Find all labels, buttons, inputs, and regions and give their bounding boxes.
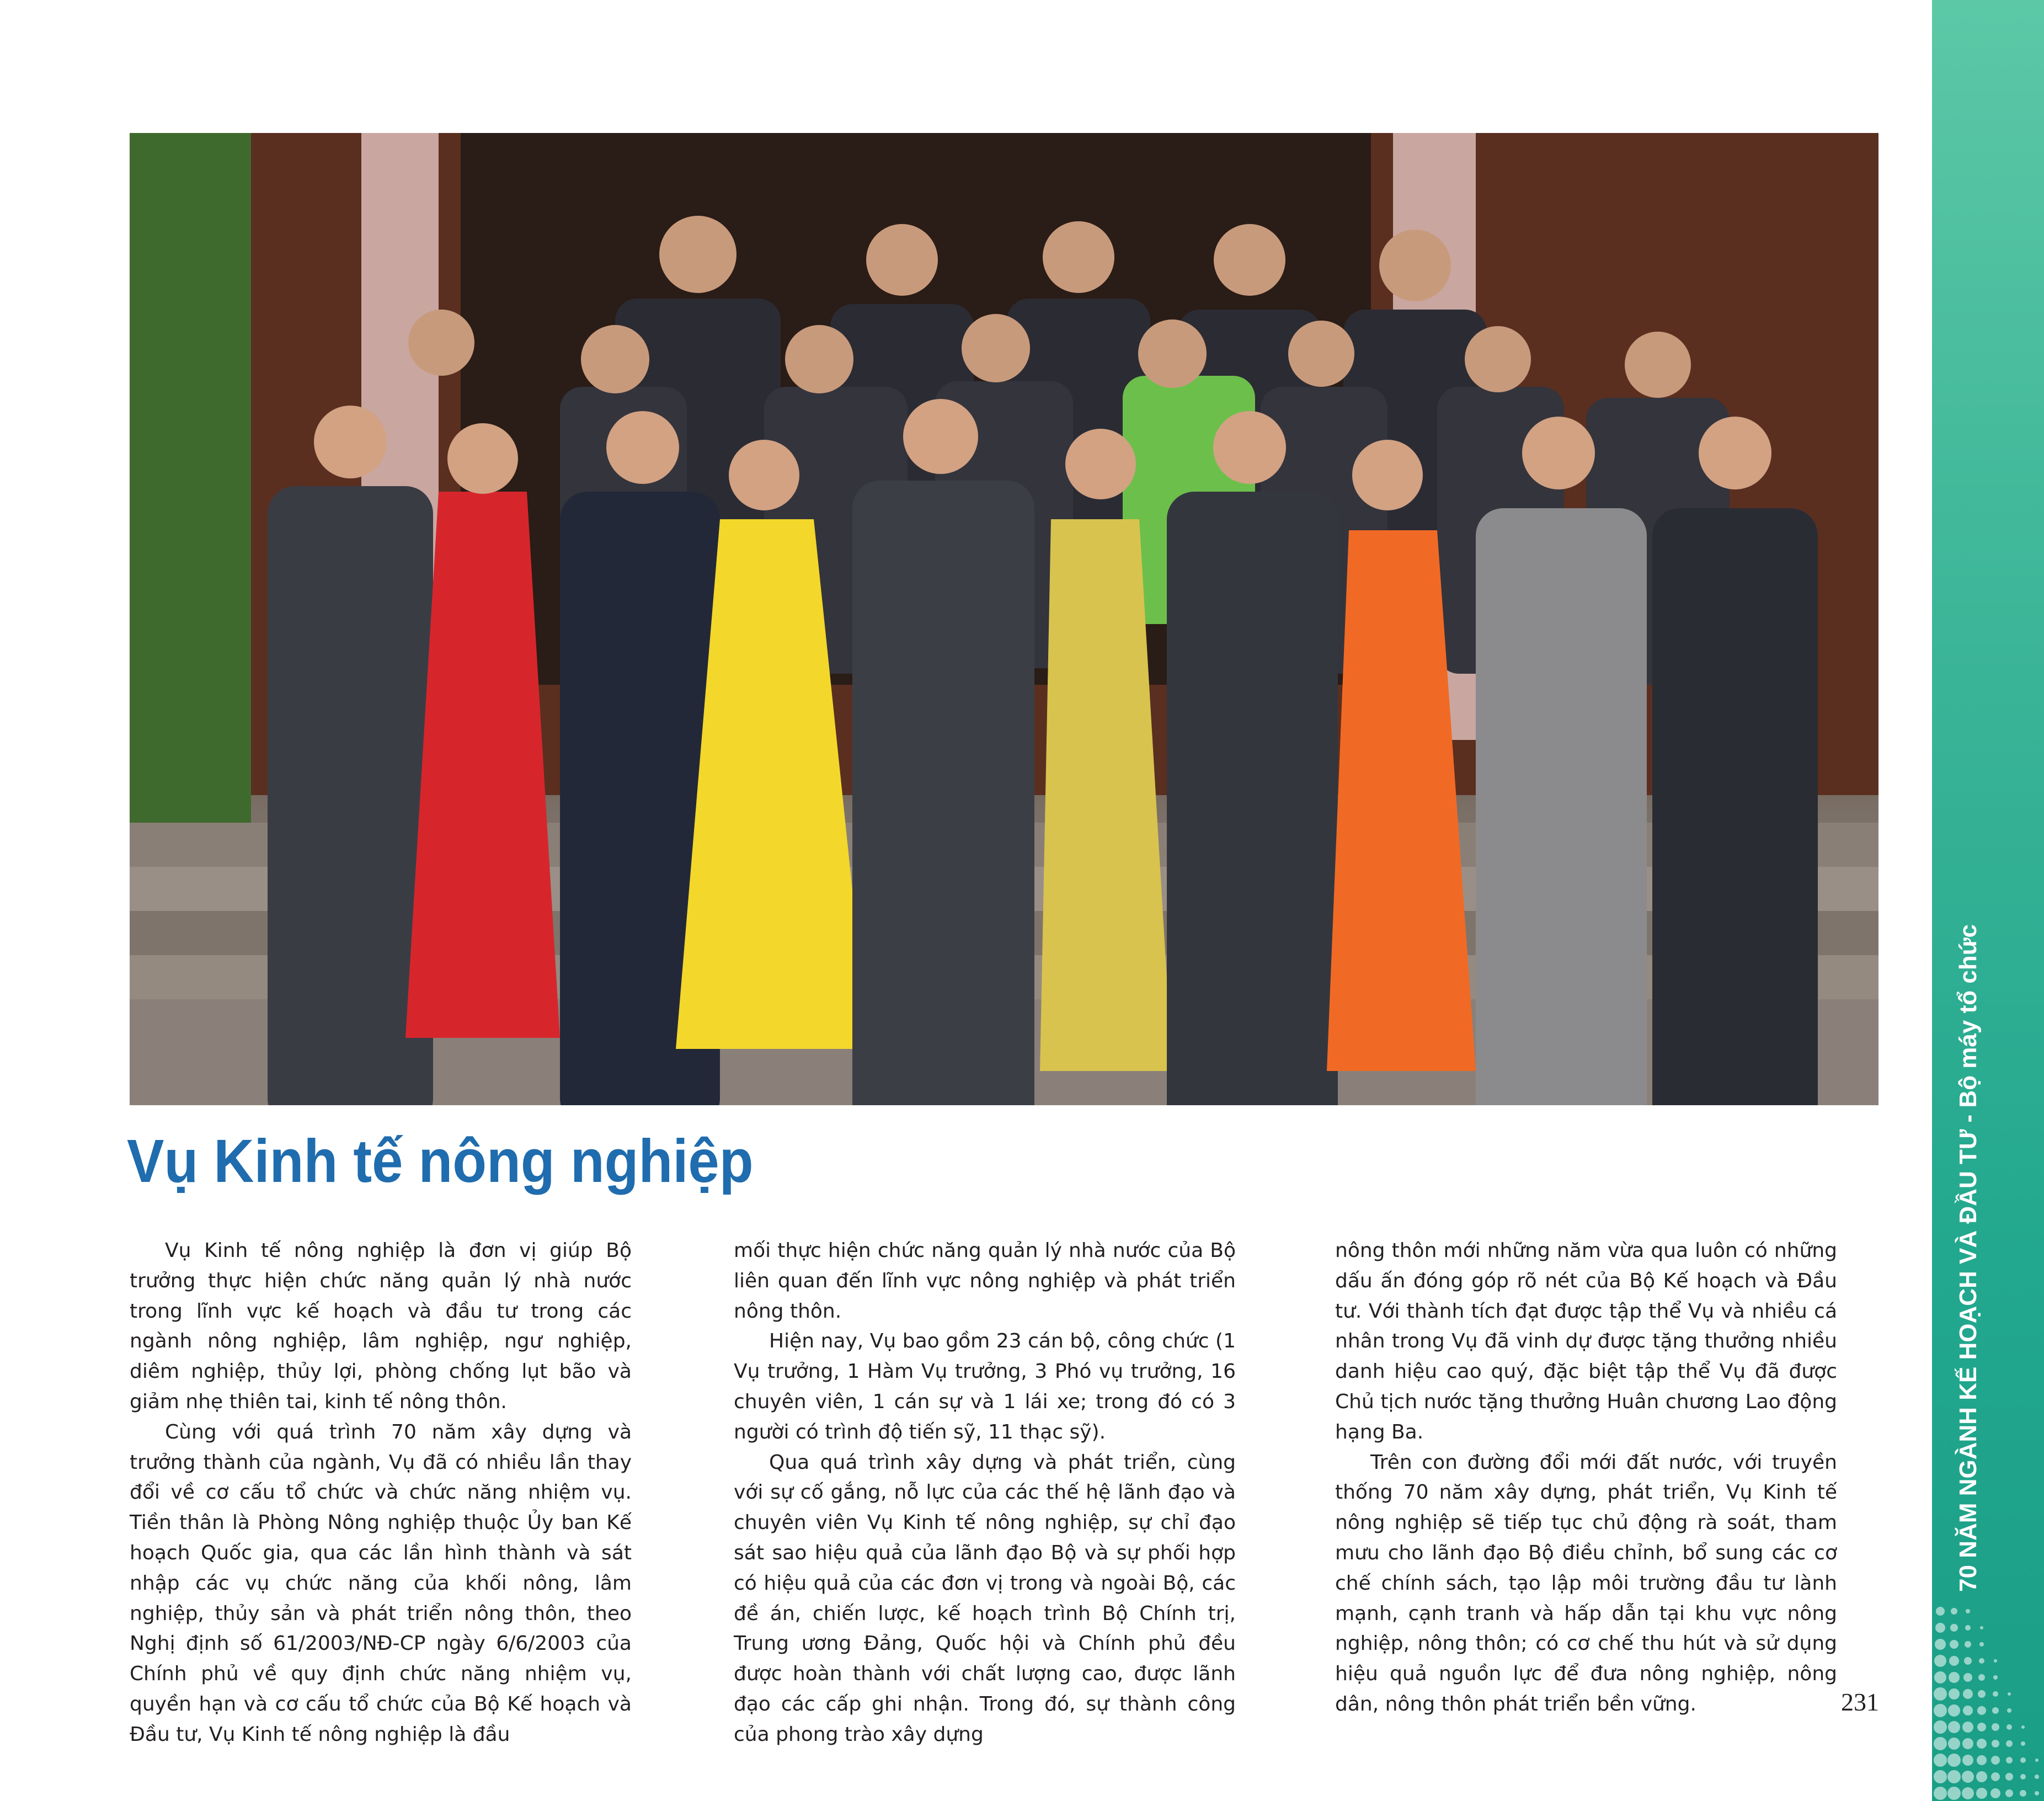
paragraph: Cùng với quá trình 70 năm xây dựng và trưởng thành của ngành, Vụ đã có nhiều lần thay đổi về cơ cấu tổ chức và chức năng nhiệm vụ. Tiền thân là Phòng Nông nghiệp thuộc Ủy ban Kế hoạch Quốc gia, qua các lần hình thành và sát nhập các vụ chức năng của khối nông, lâm nghiệp, thủy sản và phát triển nông thôn, theo Nghị định số 61/2003/NĐ-CP ngày 6/6/2003 của Chính phủ về quy định chức năng nhiệm vụ, quyền hạn và cơ cấu tổ chức của Bộ Kế hoạch và Đầu tư, Vụ Kinh tế nông nghiệp là đầu bbox=[130, 1420, 632, 1746]
dot-pattern-decoration bbox=[1932, 1600, 2044, 1801]
paragraph: mối thực hiện chức năng quản lý nhà nước của Bộ liên quan đến lĩnh vực nông nghiệp và phát triển nông thôn. bbox=[734, 1239, 1236, 1323]
text-column-3 bbox=[1335, 1236, 1837, 1720]
page-title: Vụ Kinh tế nông nghiệp bbox=[127, 1127, 754, 1195]
paragraph: Trên con đường đổi mới đất nước, với truyền thống 70 năm xây dựng, phát triển, Vụ Kinh tế nông nghiệp sẽ tiếp tục chủ động rà soát, tham mưu cho lãnh đạo Bộ điều chỉnh, bổ sung các cơ chế chính sách, tạo lập môi trường đầu tư lành mạnh, cạnh tranh và hấp dẫn tại khu vực nông nghiệp, nông thôn; có cơ chế thu hút và sử dụng hiệu quả nguồn lực để đưa nông nghiệp, nông dân, nông thôn phát triển bền vững. bbox=[1335, 1451, 1837, 1715]
group-photo bbox=[130, 133, 1878, 1105]
text-column-2 bbox=[734, 1236, 1236, 1750]
page-number: 231 bbox=[1841, 1688, 1879, 1716]
side-band bbox=[1932, 0, 2044, 1801]
side-section-label: 70 NĂM NGÀNH KẾ HOẠCH VÀ ĐẦU TƯ - Bộ máy tổ chức bbox=[1955, 924, 1982, 1592]
paragraph: Hiện nay, Vụ bao gồm 23 cán bộ, công chức (1 Vụ trưởng, 1 Hàm Vụ trưởng, 3 Phó vụ trưởng, 16 chuyên viên, 1 cán sự và 1 lái xe; trong đó có 3 người có trình độ tiến sỹ, 11 thạc sỹ). bbox=[734, 1330, 1236, 1443]
text-column-1 bbox=[130, 1236, 632, 1750]
paragraph: Qua quá trình xây dựng và phát triển, cùng với sự cố gắng, nỗ lực của các thế hệ lãnh đạo và chuyên viên Vụ Kinh tế nông nghiệp, sự chỉ đạo sát sao hiệu quả của lãnh đạo Bộ và sự phối hợp có hiệu quả của các đơn vị trong và ngoài Bộ, các đề án, chiến lược, kế hoạch trình Bộ Chính trị, Trung ương Đảng, Quốc hội và Chính phủ đều được hoàn thành với chất lượng cao, được lãnh đạo các cấp ghi nhận. Trong đó, sự thành công của phong trào xây dựng bbox=[734, 1451, 1236, 1746]
paragraph: Vụ Kinh tế nông nghiệp là đơn vị giúp Bộ trưởng thực hiện chức năng quản lý nhà nước trong lĩnh vực kế hoạch và đầu tư trong các ngành nông nghiệp, lâm nghiệp, ngư nghiệp, diêm nghiệp, thủy lợi, phòng chống lụt bão và giảm nhẹ thiên tai, kinh tế nông thôn. bbox=[130, 1239, 632, 1413]
paragraph: nông thôn mới những năm vừa qua luôn có những dấu ấn đóng góp rõ nét của Bộ Kế hoạch và Đầu tư. Với thành tích đạt được tập thể Vụ và nhiều cá nhân trong Vụ đã vinh dự được tặng thưởng nhiều danh hiệu cao quý, đặc biệt tập thể Vụ đã được Chủ tịch nước tặng thưởng Huân chương Lao động hạng Ba. bbox=[1335, 1239, 1837, 1443]
group-photo-illustration bbox=[130, 133, 1878, 1105]
